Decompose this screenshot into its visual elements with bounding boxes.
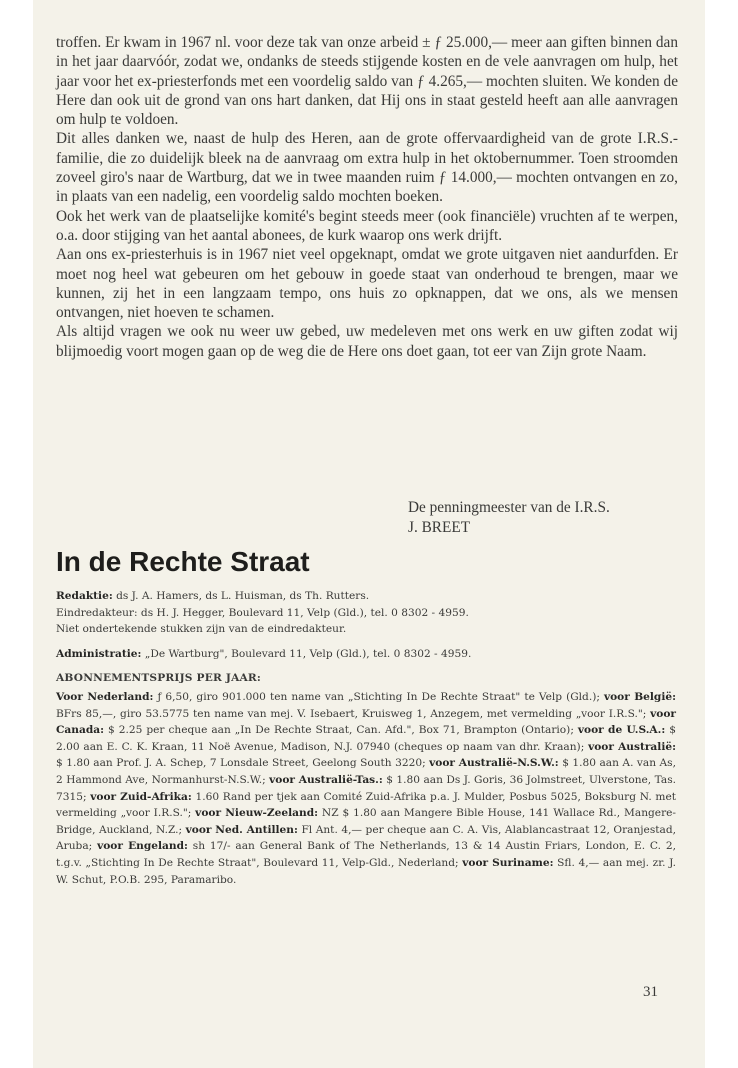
administratie-label: Administratie: <box>56 647 142 660</box>
signature-role: De penningmeester van de I.R.S. <box>408 499 610 516</box>
colophon <box>56 588 676 888</box>
price-country: Voor Nederland: <box>56 690 154 703</box>
price-details: $ 2.25 per cheque aan „In De Rechte Straat, Can. Afd.", Box 71, Brampton (Ontario); <box>104 724 578 737</box>
administratie-value: „De Wartburg", Boulevard 11, Velp (Gld.), tel. 0 8302 - 4959. <box>141 647 472 660</box>
page-number: 31 <box>643 984 658 1000</box>
prices-text <box>56 689 676 888</box>
eindredakteur-line: Eindredakteur: ds H. J. Hegger, Boulevard 11, Velp (Gld.), tel. 0 8302 - 4959. <box>56 606 469 619</box>
price-details: NZ $ 1.80 aan Mangere Bible House, 141 Wallace Rd., Mangere-Bridge, Auckland, N.Z.; <box>56 807 676 836</box>
price-country: voor Australië: <box>588 740 677 753</box>
redaktie-value: ds J. A. Hamers, ds L. Huisman, ds Th. Rutters. <box>112 590 370 602</box>
letter-paragraph: Aan ons ex-priesterhuis is in 1967 niet veel opgeknapt, omdat we grote uitgaven niet aandurfden. Er moet nog heel wat gebeuren om het gebouw in goede staat van onderhoud te brengen, maar we kunnen, zij het in een langzaam tempo, ons huis zo opknappen, dat we ons, als we mensen ontvangen, niet hoeven te schamen. <box>56 246 678 322</box>
letter-paragraph: Ook het werk van de plaatselijke komité's begint steeds meer (ook financiële) vruchten af te werpen, o.a. door stijging van het aantal abonees, de kurk waarop ons werk drijft. <box>56 207 678 244</box>
prices-heading: ABONNEMENTSPRIJS PER JAAR: <box>56 672 262 685</box>
price-country: voor Ned. Antillen: <box>185 823 298 836</box>
price-country: voor Suriname: <box>462 856 554 869</box>
signature-name: J. BREET <box>408 519 471 536</box>
redaktie-label: Redaktie: <box>56 590 113 602</box>
price-country: voor Engeland: <box>97 840 188 853</box>
price-country: voor Australië-Tas.: <box>269 773 383 786</box>
price-details: Fl Ant. 4,— per cheque aan C. A. Vis, Alablancastraat 12, Oranjestad, Aruba; <box>56 823 676 853</box>
price-details: ƒ 6,50, giro 901.000 ten name van „Stichting In De Rechte Straat" te Velp (Gld.); <box>153 690 604 703</box>
price-details: Sfl. 4,— aan mej. zr. J. W. Schut, P.O.B. 295, Paramaribo. <box>56 856 676 886</box>
price-country: voor de U.S.A.: <box>577 724 666 737</box>
letter-body <box>56 33 678 361</box>
signature-block <box>408 498 698 538</box>
price-country: voor Nieuw-Zeeland: <box>195 807 319 820</box>
redaktie-line <box>56 588 676 605</box>
colophon-title: In de Rechte Straat <box>56 546 310 577</box>
price-details: BFrs 85,—, giro 53.5775 ten name van mej. V. Isebaert, Kruisweg 1, Anzegem, met vermelding „voor I.R.S."; <box>56 707 651 720</box>
price-country: voor België: <box>603 690 676 703</box>
price-country: voor Zuid-Afrika: <box>90 790 192 803</box>
administratie-line <box>56 646 676 663</box>
letter-paragraph: troffen. Er kwam in 1967 nl. voor deze tak van onze arbeid ± ƒ 25.000,— meer aan giften binnen dan in het jaar daarvóór, zodat we, ondanks de steeds stijgende kosten en de vele aanvragen om hulp, het jaar voor het ex-priesterfonds met een voordelig saldo van ƒ 4.265,— mochten sluiten. We konden de Here dan ook uit de grond van ons hart danken, dat Hij ons in staat gesteld heeft aan alle aanvragen om hulp te voldoen. <box>56 34 678 129</box>
price-details: 1.60 Rand per tjek aan Comité Zuid-Afrika p.a. J. Mulder, Posbus 5025, Boksburg N. met vermelding „voor I.R.S."; <box>56 790 676 820</box>
price-details: sh 17/- aan General Bank of The Netherlands, 13 & 14 Austin Friars, London, E. C. 2, t.g.v. „Stichting In De Rechte Straat", Boulevard 11, Velp-Gld., Nederland; <box>56 840 676 869</box>
page <box>33 0 705 1068</box>
price-country: voor Canada: <box>56 707 676 737</box>
price-details: $ 1.80 aan A. van As, 2 Hammond Ave, Normanhurst-N.S.W.; <box>56 757 676 786</box>
price-details: $ 2.00 aan E. C. K. Kraan, 11 Noë Avenue, Madison, N.J. 07940 (cheques op naam van dhr. Kraan); <box>56 724 676 753</box>
price-country: voor Australië-N.S.W.: <box>429 757 559 770</box>
unsigned-note: Niet ondertekende stukken zijn van de eindredakteur. <box>56 623 347 636</box>
price-details: $ 1.80 aan Ds J. Goris, 36 Jolmstreet, Ulverstone, Tas. 7315; <box>56 773 676 803</box>
letter-paragraph: Dit alles danken we, naast de hulp des Heren, aan de grote offervaardigheid van de grote I.R.S.-familie, die zo duidelijk bleek na de aanvraag om extra hulp in het oktobernummer. Toen stroomden zoveel giro's naar de Wartburg, dat we in twee maanden ruim ƒ 14.000,— mochten ontvangen en zo, in plaats van een nadelig, een voordelig saldo mochten boeken. <box>56 130 678 206</box>
letter-paragraph: Als altijd vragen we ook nu weer uw gebed, uw medeleven met ons werk en uw giften zodat wij blijmoedig voort mogen gaan op de weg die de Here ons doet gaan, tot eer van Zijn grote Naam. <box>56 323 678 360</box>
price-details: $ 1.80 aan Prof. J. A. Schep, 7 Lonsdale Street, Geelong South 3220; <box>56 757 430 770</box>
